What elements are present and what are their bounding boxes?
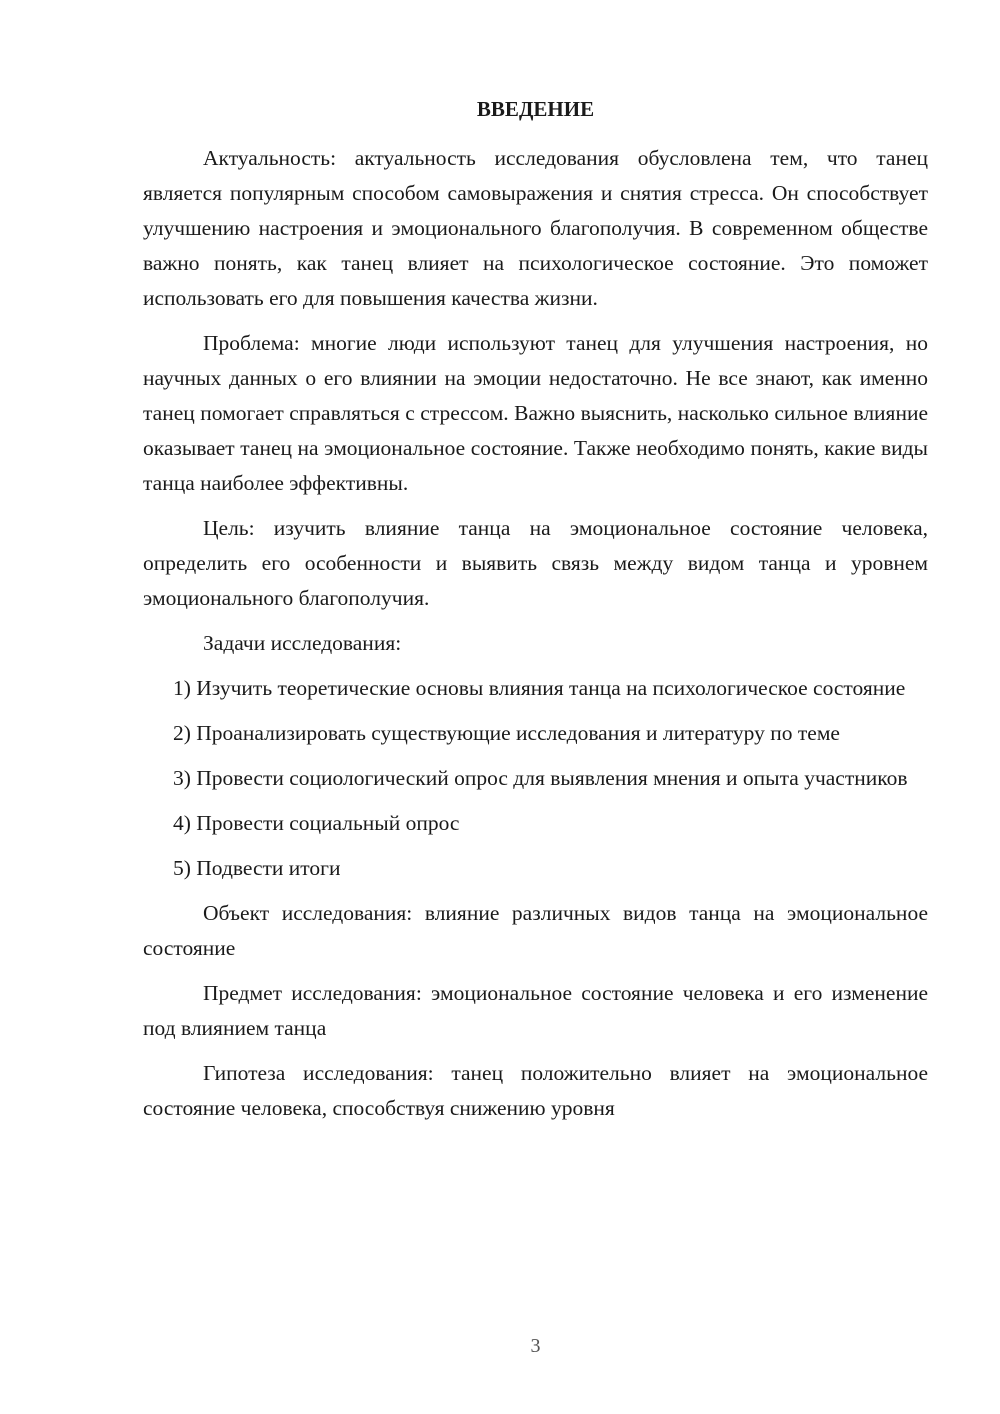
tasks-heading: Задачи исследования: <box>203 631 402 655</box>
document-heading: ВВЕДЕНИЕ <box>476 97 595 121</box>
page-number: 3 <box>530 1335 541 1357</box>
task-item-5: 5) Подвести итоги <box>173 856 341 880</box>
task-item-4: 4) Провести социальный опрос <box>173 811 460 835</box>
document-page <box>143 92 928 1136</box>
goal-paragraph: Цель: изучить влияние танца на эмоциональное состояние человека, определить его особенности и выявить связь между видом танца и уровнем эмоционального благополучия. <box>143 516 928 610</box>
hypothesis-paragraph: Гипотеза исследования: танец положительно влияет на эмоциональное состояние человека, способствуя снижению уровня <box>143 1061 928 1120</box>
task-item-2: 2) Проанализировать существующие исследования и литературу по теме <box>173 721 840 745</box>
relevance-paragraph: Актуальность: актуальность исследования обусловлена тем, что танец является популярным способом самовыражения и снятия стресса. Он способствует улучшению настроения и эмоционального благополучия. В современном обществе важно понять, как танец влияет на психологическое состояние. Это поможет использовать его для повышения качества жизни. <box>143 146 928 310</box>
task-item-1: 1) Изучить теоретические основы влияния танца на психологическое состояние <box>173 676 906 700</box>
problem-paragraph: Проблема: многие люди используют танец для улучшения настроения, но научных данных о его влиянии на эмоции недостаточно. Не все знают, как именно танец помогает справляться с стрессом. Важно выяснить, насколько сильное влияние оказывает танец на эмоциональное состояние. Также необходимо понять, какие виды танца наиболее эффективны. <box>143 331 928 495</box>
subject-paragraph: Предмет исследования: эмоциональное состояние человека и его изменение под влиянием танца <box>143 981 928 1040</box>
task-item-3: 3) Провести социологический опрос для выявления мнения и опыта участников <box>173 766 908 790</box>
object-paragraph: Объект исследования: влияние различных видов танца на эмоциональное состояние <box>143 901 928 960</box>
